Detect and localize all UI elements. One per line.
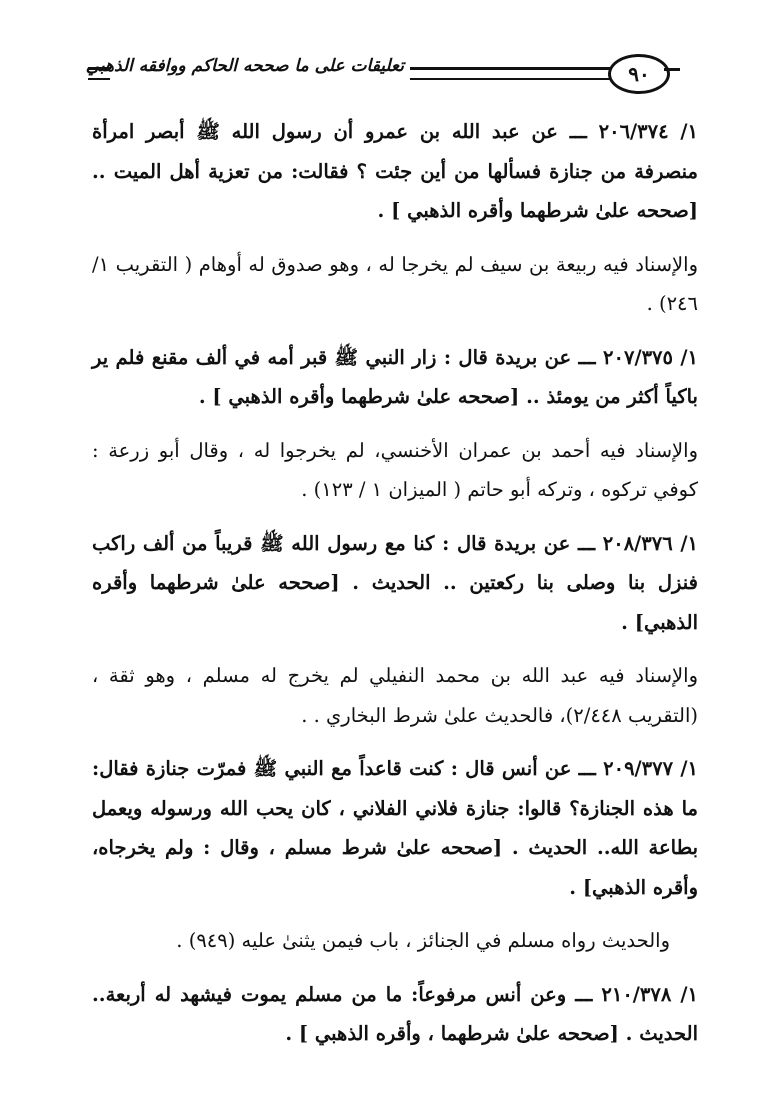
entry-4-text [92, 749, 698, 907]
entry-5-number: ١/ ٢١٠/٣٧٨ [601, 982, 698, 1006]
entry-2-body: ـــ عن بريدة قال : زار النبي ﷺ قبر أمه في ألف مقنع فلم ير باكياً أكثر من يومئذ .. [صححه علىٰ شرطهما وأقره الذهبي ] . [92, 345, 698, 408]
entry-2-comment: والإسناد فيه أحمد بن عمران الأخنسي، لم يخرجوا له ، وقال أبو زرعة : كوفي تركوه ، وتركه أبو حاتم ( الميزان ١ / ١٢٣) . [92, 438, 698, 501]
entry-2-number: ١/ ٢٠٧/٣٧٥ [603, 345, 698, 369]
entry-4-number: ١/ ٢٠٩/٣٧٧ [603, 757, 698, 780]
entry-1-comment: والإسناد فيه ربيعة بن سيف لم يخرجا له ، وهو صدوق له أوهام ( التقريب ١/ ٢٤٦) . [92, 252, 698, 315]
entry-3-number: ١/ ٢٠٨/٣٧٦ [602, 531, 698, 555]
entry-1-body: ـــ عن عبد الله بن عمرو أن رسول الله ﷺ أبصر امرأة منصرفة من جنازة فسألها من أين جئت ؟ فقالت: من تعزية أهل الميت .. [صححه علىٰ شرطهما وأقره الذهبي ] . [92, 120, 698, 222]
entry-3-body: ـــ عن بريدة قال : كنا مع رسول الله ﷺ قريباً من ألف راكب فنزل بنا وصلى بنا ركعتين .. الحديث . [صححه علىٰ شرطهما وأقره الذهبي] . [92, 531, 698, 634]
page-body [92, 112, 698, 1068]
entry-2-text [92, 338, 698, 417]
header-title: تعليقات على ما صححه الحاكم ووافقه الذهبي [85, 56, 404, 76]
entry-4-comment: والحديث رواه مسلم في الجنائز ، باب فيمن يثنىٰ عليه (٩٤٩) . [176, 929, 670, 952]
entry-3-comment: والإسناد فيه عبد الله بن محمد النفيلي لم يخرج له مسلم ، وهو ثقة ، (التقريب ٢/٤٤٨)، فالحديث علىٰ شرط البخاري . . [92, 664, 698, 727]
page-number: ٩٠ [628, 62, 650, 86]
page-number-badge [608, 54, 670, 94]
running-header [85, 50, 688, 100]
entry-4-body: ـــ عن أنس قال : كنت قاعداً مع النبي ﷺ فمرّت جنازة فقال: ما هذه الجنازة؟ قالوا: جنازة فلاني الفلاني ، كان يحب الله ورسوله ويعمل بطاعة الله.. الحديث . [صححه علىٰ شرط مسلم ، وقال : ولم يخرجاه، وأقره الذهبي] . [92, 757, 698, 899]
entry-5-text [92, 975, 698, 1054]
entry-5-body: ـــ وعن أنس مرفوعاً: ما من مسلم يموت فيشهد له أربعة.. الحديث . [صححه علىٰ شرطهما ، وأقره الذهبي ] . [92, 982, 698, 1045]
entry-3-text [92, 524, 698, 643]
entry-1-text [92, 112, 698, 231]
entry-1-number: ١/ ٢٠٦/٣٧٤ [598, 120, 698, 143]
header-rule-right [410, 67, 610, 80]
badge-tail-rule [664, 68, 680, 77]
